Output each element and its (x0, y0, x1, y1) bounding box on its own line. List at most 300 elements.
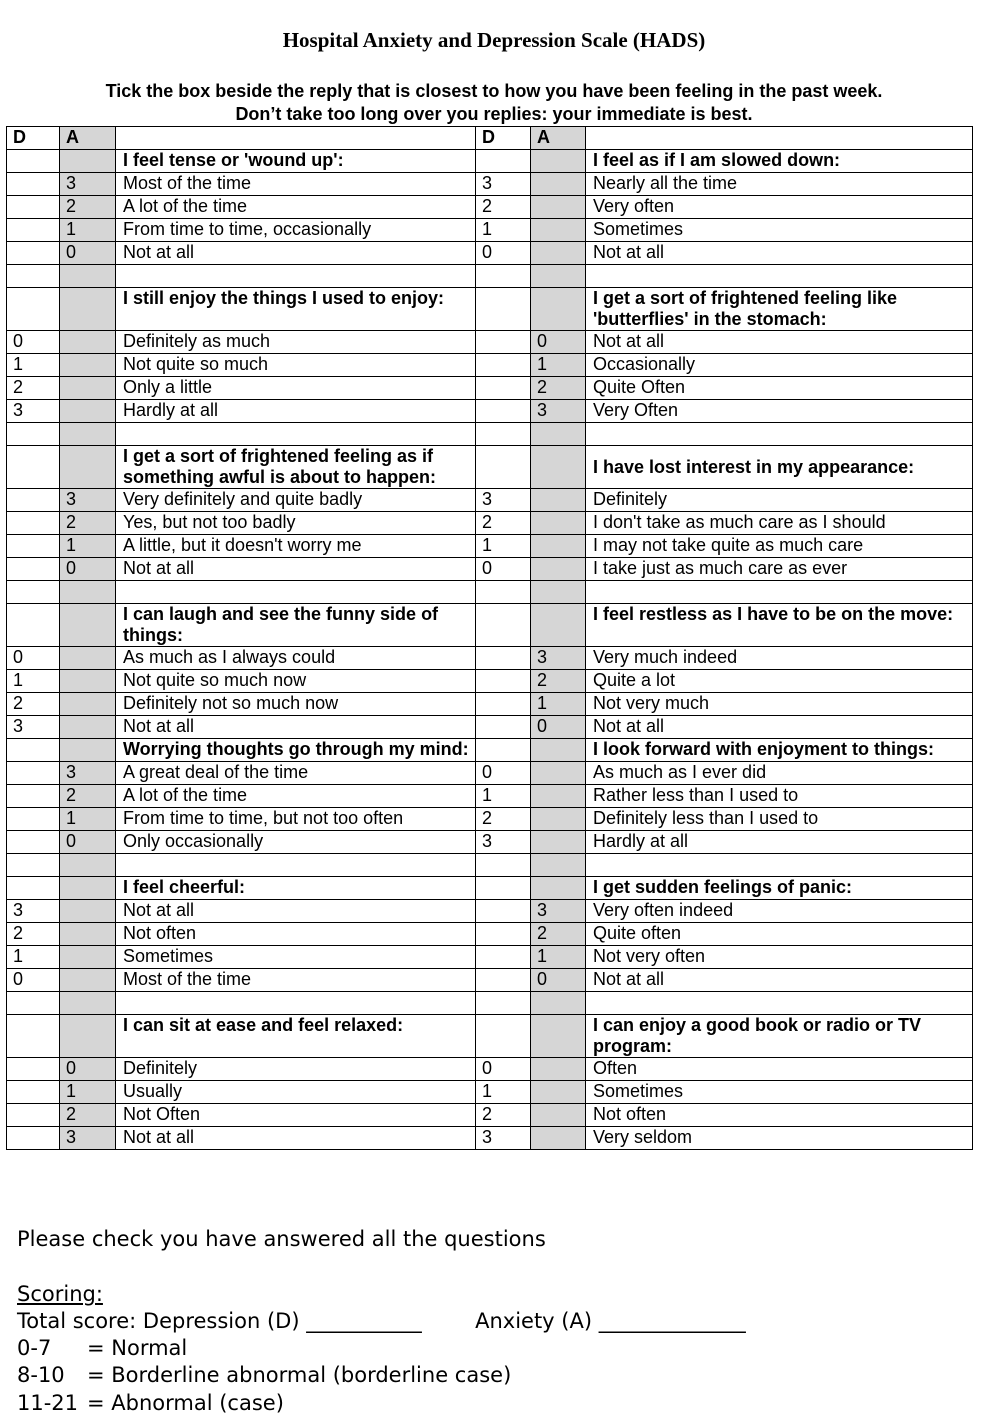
answer-row (7, 354, 973, 377)
answer-option: I may not take quite as much care (586, 535, 973, 558)
score-range-normal (17, 1336, 187, 1360)
answer-option: I don't take as much care as I should (586, 512, 973, 535)
depression-score-cell[interactable]: 2 (7, 377, 60, 400)
depression-score-cell[interactable] (7, 219, 60, 242)
score-range-abnormal (17, 1391, 284, 1415)
depression-score-cell[interactable]: 3 (7, 716, 60, 739)
answer-option: Not at all (116, 558, 476, 581)
answer-row (7, 1081, 973, 1104)
question-text: I can laugh and see the funny side of things: (116, 604, 476, 647)
anxiety-score-cell (531, 288, 586, 331)
spacer-cell (116, 265, 476, 288)
anxiety-score-cell (60, 604, 116, 647)
question-text: Worrying thoughts go through my mind: (116, 739, 476, 762)
anxiety-score-cell[interactable] (531, 1104, 586, 1127)
depression-score-cell[interactable]: 0 (476, 762, 531, 785)
question-text: I feel tense or 'wound up': (116, 150, 476, 173)
anxiety-score-cell (60, 1015, 116, 1058)
spacer-row (7, 992, 973, 1015)
answer-row (7, 535, 973, 558)
depression-score-cell[interactable] (476, 647, 531, 670)
answer-option: Very much indeed (586, 647, 973, 670)
anxiety-score-cell[interactable] (531, 831, 586, 854)
answer-row (7, 1058, 973, 1081)
anxiety-score-cell[interactable] (531, 1058, 586, 1081)
answer-option: Sometimes (586, 219, 973, 242)
depression-score-cell[interactable]: 0 (476, 242, 531, 265)
anxiety-score-cell[interactable]: 2 (60, 196, 116, 219)
spacer-cell (7, 265, 60, 288)
depression-score-cell[interactable]: 1 (476, 1081, 531, 1104)
anxiety-score-cell[interactable] (531, 558, 586, 581)
depression-score-cell[interactable]: 0 (7, 331, 60, 354)
depression-score-cell[interactable]: 3 (476, 489, 531, 512)
depression-score-cell[interactable]: 3 (476, 831, 531, 854)
depression-score-cell[interactable] (7, 1104, 60, 1127)
depression-score-cell (7, 739, 60, 762)
answer-option: Nearly all the time (586, 173, 973, 196)
answer-row (7, 762, 973, 785)
answer-row (7, 173, 973, 196)
anxiety-score-cell (531, 604, 586, 647)
anxiety-score-cell[interactable] (60, 670, 116, 693)
score-range-label: = Normal (87, 1336, 188, 1360)
answer-option: I take just as much care as ever (586, 558, 973, 581)
answer-option: Only occasionally (116, 831, 476, 854)
answer-option: Most of the time (116, 173, 476, 196)
anxiety-score-cell[interactable]: 3 (60, 1127, 116, 1150)
answer-option: Quite a lot (586, 670, 973, 693)
question-column-header (586, 127, 973, 150)
answer-option: Not at all (116, 716, 476, 739)
anxiety-score-cell (60, 877, 116, 900)
depression-score-cell[interactable]: 3 (7, 900, 60, 923)
answer-row (7, 1104, 973, 1127)
spacer-cell (586, 992, 973, 1015)
anxiety-score-cell[interactable]: 2 (60, 785, 116, 808)
depression-score-cell[interactable]: 3 (476, 173, 531, 196)
depression-column-header: D (476, 127, 531, 150)
answer-option: Definitely (116, 1058, 476, 1081)
answer-option: Not very much (586, 693, 973, 716)
question-column-header (116, 127, 476, 150)
anxiety-score-cell[interactable]: 0 (531, 969, 586, 992)
depression-score-cell[interactable]: 0 (476, 558, 531, 581)
spacer-cell (60, 265, 116, 288)
anxiety-score-cell (60, 288, 116, 331)
question-text: I can enjoy a good book or radio or TV program: (586, 1015, 973, 1058)
check-answers-note: Please check you have answered all the questions (17, 1227, 546, 1251)
depression-column-header: D (7, 127, 60, 150)
answer-option: Not at all (116, 1127, 476, 1150)
spacer-cell (476, 423, 531, 446)
spacer-cell (116, 423, 476, 446)
answer-option: Only a little (116, 377, 476, 400)
depression-score-cell[interactable] (7, 535, 60, 558)
answer-option: Occasionally (586, 354, 973, 377)
depression-score-cell[interactable]: 3 (7, 400, 60, 423)
spacer-cell (60, 423, 116, 446)
anxiety-score-cell[interactable] (531, 762, 586, 785)
spacer-cell (476, 854, 531, 877)
anxiety-score-cell[interactable]: 2 (531, 670, 586, 693)
question-text: I still enjoy the things I used to enjoy: (116, 288, 476, 331)
anxiety-score-cell[interactable] (531, 173, 586, 196)
depression-score-cell[interactable]: 1 (7, 946, 60, 969)
spacer-cell (7, 854, 60, 877)
depression-score-cell[interactable] (476, 923, 531, 946)
depression-score-cell[interactable] (476, 377, 531, 400)
answer-option: From time to time, occasionally (116, 219, 476, 242)
depression-score-cell[interactable]: 2 (7, 693, 60, 716)
anxiety-score-cell[interactable] (60, 716, 116, 739)
depression-score-cell[interactable] (7, 762, 60, 785)
spacer-cell (586, 423, 973, 446)
anxiety-score-cell[interactable] (531, 196, 586, 219)
answer-option: Not at all (116, 242, 476, 265)
depression-score-cell (476, 150, 531, 173)
anxiety-score-cell (531, 739, 586, 762)
depression-score-cell[interactable]: 0 (7, 969, 60, 992)
answer-row (7, 946, 973, 969)
anxiety-score-cell[interactable] (60, 693, 116, 716)
answer-row (7, 242, 973, 265)
anxiety-score-cell[interactable] (531, 808, 586, 831)
depression-score-cell[interactable]: 2 (476, 1104, 531, 1127)
table-header-row (7, 127, 973, 150)
anxiety-score-cell[interactable]: 0 (60, 242, 116, 265)
anxiety-score-cell[interactable]: 0 (60, 1058, 116, 1081)
answer-option: Sometimes (586, 1081, 973, 1104)
spacer-cell (476, 992, 531, 1015)
depression-score-cell[interactable] (476, 400, 531, 423)
answer-row (7, 785, 973, 808)
depression-score-cell[interactable]: 1 (7, 354, 60, 377)
anxiety-score-cell[interactable] (531, 242, 586, 265)
depression-score-cell[interactable]: 1 (476, 785, 531, 808)
answer-option: Not often (116, 923, 476, 946)
anxiety-score-cell[interactable] (60, 377, 116, 400)
spacer-cell (531, 854, 586, 877)
answer-option: Not very often (586, 946, 973, 969)
answer-option: Very Often (586, 400, 973, 423)
anxiety-score-cell[interactable] (60, 331, 116, 354)
anxiety-score-cell (60, 739, 116, 762)
depression-score-cell[interactable]: 1 (476, 219, 531, 242)
anxiety-score-cell (60, 150, 116, 173)
spacer-cell (60, 854, 116, 877)
answer-row (7, 670, 973, 693)
answer-option: Rather less than I used to (586, 785, 973, 808)
depression-score-cell[interactable]: 0 (476, 1058, 531, 1081)
depression-score-cell[interactable]: 2 (7, 923, 60, 946)
anxiety-score-cell (531, 1015, 586, 1058)
depression-score-cell[interactable] (476, 354, 531, 377)
depression-score-cell[interactable]: 0 (7, 647, 60, 670)
answer-option: A lot of the time (116, 785, 476, 808)
anxiety-score-cell[interactable] (60, 354, 116, 377)
scoring-heading: Scoring: (17, 1282, 103, 1306)
answer-option: Hardly at all (116, 400, 476, 423)
spacer-row (7, 854, 973, 877)
depression-score-cell[interactable] (7, 196, 60, 219)
answer-row (7, 831, 973, 854)
answer-option: Definitely as much (116, 331, 476, 354)
question-row (7, 604, 973, 647)
question-text: I can sit at ease and feel relaxed: (116, 1015, 476, 1058)
spacer-cell (586, 581, 973, 604)
depression-score-cell (7, 877, 60, 900)
hads-questionnaire-table (6, 126, 973, 1150)
depression-score-cell (476, 1015, 531, 1058)
answer-row (7, 331, 973, 354)
anxiety-score-cell[interactable]: 3 (60, 489, 116, 512)
anxiety-score-cell[interactable]: 1 (531, 354, 586, 377)
anxiety-score-cell[interactable] (60, 900, 116, 923)
anxiety-score-cell[interactable] (531, 535, 586, 558)
answer-option: Not at all (586, 969, 973, 992)
anxiety-score-cell[interactable]: 1 (60, 535, 116, 558)
depression-score-cell[interactable] (476, 900, 531, 923)
question-text: I get a sort of frightened feeling like 'butterflies' in the stomach: (586, 288, 973, 331)
depression-score-cell[interactable] (476, 969, 531, 992)
answer-option: A lot of the time (116, 196, 476, 219)
question-row (7, 1015, 973, 1058)
answer-row (7, 923, 973, 946)
question-row (7, 446, 973, 489)
anxiety-score-cell[interactable] (60, 647, 116, 670)
spacer-cell (476, 581, 531, 604)
depression-score-cell[interactable] (7, 831, 60, 854)
anxiety-score-cell[interactable] (60, 969, 116, 992)
answer-row (7, 693, 973, 716)
answer-row (7, 512, 973, 535)
depression-score-cell (7, 446, 60, 489)
depression-score-cell[interactable] (7, 1058, 60, 1081)
anxiety-score-cell[interactable]: 3 (60, 173, 116, 196)
anxiety-score-cell (531, 877, 586, 900)
anxiety-score-cell[interactable] (531, 785, 586, 808)
spacer-row (7, 265, 973, 288)
answer-option: Not at all (586, 331, 973, 354)
score-range-label: = Borderline abnormal (borderline case) (87, 1363, 512, 1387)
anxiety-score-cell[interactable]: 2 (531, 377, 586, 400)
answer-option: Often (586, 1058, 973, 1081)
answer-row (7, 647, 973, 670)
question-row (7, 739, 973, 762)
answer-option: Definitely less than I used to (586, 808, 973, 831)
anxiety-score-cell[interactable]: 2 (531, 923, 586, 946)
spacer-cell (60, 581, 116, 604)
question-row (7, 877, 973, 900)
anxiety-score-cell (531, 150, 586, 173)
question-text: I have lost interest in my appearance: (586, 446, 973, 489)
anxiety-column-header: A (60, 127, 116, 150)
depression-score-cell (476, 877, 531, 900)
answer-option: Very seldom (586, 1127, 973, 1150)
depression-score-cell[interactable]: 1 (7, 670, 60, 693)
spacer-cell (531, 423, 586, 446)
depression-score-cell[interactable] (7, 512, 60, 535)
anxiety-score-cell[interactable] (531, 512, 586, 535)
answer-option: Not quite so much (116, 354, 476, 377)
depression-score-cell[interactable] (7, 785, 60, 808)
question-row (7, 288, 973, 331)
anxiety-score-cell[interactable] (60, 923, 116, 946)
answer-option: Definitely (586, 489, 973, 512)
question-text: I get sudden feelings of panic: (586, 877, 973, 900)
anxiety-score-cell[interactable]: 2 (60, 512, 116, 535)
depression-score-cell (7, 288, 60, 331)
anxiety-score-cell (60, 446, 116, 489)
answer-option: Hardly at all (586, 831, 973, 854)
spacer-cell (586, 854, 973, 877)
anxiety-score-cell[interactable] (531, 1127, 586, 1150)
depression-score-cell[interactable] (7, 173, 60, 196)
anxiety-score-cell[interactable] (531, 1081, 586, 1104)
anxiety-score-cell[interactable]: 1 (531, 693, 586, 716)
question-text: I look forward with enjoyment to things: (586, 739, 973, 762)
anxiety-score-cell[interactable]: 2 (60, 1104, 116, 1127)
total-score-line: Total score: Depression (D) ___________ Anxiety (A) ______________ (17, 1309, 746, 1333)
anxiety-score-cell[interactable] (531, 489, 586, 512)
anxiety-score-cell[interactable] (60, 946, 116, 969)
score-range-borderline (17, 1363, 511, 1387)
answer-row (7, 969, 973, 992)
depression-score-cell (476, 739, 531, 762)
page-title: Hospital Anxiety and Depression Scale (HADS) (282, 28, 706, 52)
answer-option: Not at all (116, 900, 476, 923)
answer-option: Sometimes (116, 946, 476, 969)
anxiety-score-cell[interactable]: 0 (60, 558, 116, 581)
anxiety-score-cell[interactable]: 3 (531, 900, 586, 923)
anxiety-column-header: A (531, 127, 586, 150)
answer-option: As much as I ever did (586, 762, 973, 785)
question-text: I feel cheerful: (116, 877, 476, 900)
answer-option: A great deal of the time (116, 762, 476, 785)
anxiety-score-cell[interactable]: 1 (60, 219, 116, 242)
answer-option: Definitely not so much now (116, 693, 476, 716)
depression-score-cell[interactable] (7, 808, 60, 831)
question-text: I feel restless as I have to be on the move: (586, 604, 973, 647)
anxiety-score-cell[interactable]: 1 (60, 1081, 116, 1104)
spacer-cell (7, 581, 60, 604)
spacer-cell (531, 581, 586, 604)
anxiety-score-cell[interactable] (60, 400, 116, 423)
spacer-cell (116, 854, 476, 877)
answer-option: As much as I always could (116, 647, 476, 670)
depression-score-cell[interactable] (476, 670, 531, 693)
spacer-cell (7, 423, 60, 446)
depression-score-cell[interactable] (7, 489, 60, 512)
answer-row (7, 558, 973, 581)
answer-row (7, 377, 973, 400)
anxiety-score-cell[interactable]: 3 (60, 762, 116, 785)
question-text: I feel as if I am slowed down: (586, 150, 973, 173)
anxiety-score-cell[interactable]: 3 (531, 647, 586, 670)
depression-score-cell[interactable]: 2 (476, 808, 531, 831)
depression-score-cell (476, 446, 531, 489)
depression-score-cell[interactable] (7, 1081, 60, 1104)
answer-option: Yes, but not too badly (116, 512, 476, 535)
answer-option: Not at all (586, 716, 973, 739)
anxiety-score-cell[interactable]: 0 (60, 831, 116, 854)
anxiety-score-cell[interactable]: 0 (531, 331, 586, 354)
anxiety-score-cell[interactable]: 3 (531, 400, 586, 423)
answer-option: Most of the time (116, 969, 476, 992)
answer-option: Quite Often (586, 377, 973, 400)
depression-score-cell[interactable] (476, 716, 531, 739)
instruction-line-1: Tick the box beside the reply that is closest to how you have been feeling in the past week. (105, 81, 883, 101)
spacer-cell (116, 581, 476, 604)
answer-option: Very often (586, 196, 973, 219)
answer-row (7, 900, 973, 923)
spacer-cell (586, 265, 973, 288)
spacer-cell (476, 265, 531, 288)
spacer-cell (60, 992, 116, 1015)
answer-option: Not at all (586, 242, 973, 265)
answer-option: A little, but it doesn't worry me (116, 535, 476, 558)
depression-score-cell (476, 288, 531, 331)
depression-score-cell[interactable]: 2 (476, 196, 531, 219)
depression-score-cell[interactable] (476, 693, 531, 716)
answer-row (7, 196, 973, 219)
answer-row (7, 489, 973, 512)
answer-option: Very often indeed (586, 900, 973, 923)
instruction-line-2: Don’t take too long over you replies: your immediate is best. (235, 104, 753, 124)
answer-option: Quite often (586, 923, 973, 946)
answer-option: Usually (116, 1081, 476, 1104)
spacer-cell (7, 992, 60, 1015)
depression-score-cell[interactable]: 3 (476, 1127, 531, 1150)
answer-row (7, 716, 973, 739)
spacer-cell (531, 992, 586, 1015)
score-range: 11-21 (17, 1391, 79, 1415)
spacer-row (7, 423, 973, 446)
answer-row (7, 400, 973, 423)
depression-score-cell[interactable]: 2 (476, 512, 531, 535)
depression-score-cell (476, 604, 531, 647)
depression-score-cell (7, 604, 60, 647)
answer-row (7, 1127, 973, 1150)
answer-option: Not often (586, 1104, 973, 1127)
anxiety-score-cell[interactable]: 1 (60, 808, 116, 831)
depression-score-cell[interactable] (7, 242, 60, 265)
answer-row (7, 808, 973, 831)
anxiety-score-cell[interactable]: 0 (531, 716, 586, 739)
depression-score-cell[interactable] (7, 1127, 60, 1150)
score-range-label: = Abnormal (case) (87, 1391, 284, 1415)
depression-score-cell[interactable] (476, 946, 531, 969)
spacer-cell (116, 992, 476, 1015)
answer-option: Very definitely and quite badly (116, 489, 476, 512)
depression-score-cell (7, 1015, 60, 1058)
depression-score-cell (7, 150, 60, 173)
depression-score-cell[interactable] (7, 558, 60, 581)
depression-score-cell[interactable] (476, 331, 531, 354)
score-range: 0-7 (17, 1336, 52, 1360)
answer-option: Not quite so much now (116, 670, 476, 693)
score-range: 8-10 (17, 1363, 65, 1387)
depression-score-cell[interactable]: 1 (476, 535, 531, 558)
answer-option: Not Often (116, 1104, 476, 1127)
answer-row (7, 219, 973, 242)
anxiety-score-cell[interactable] (531, 219, 586, 242)
spacer-cell (531, 265, 586, 288)
anxiety-score-cell[interactable]: 1 (531, 946, 586, 969)
question-row (7, 150, 973, 173)
spacer-row (7, 581, 973, 604)
